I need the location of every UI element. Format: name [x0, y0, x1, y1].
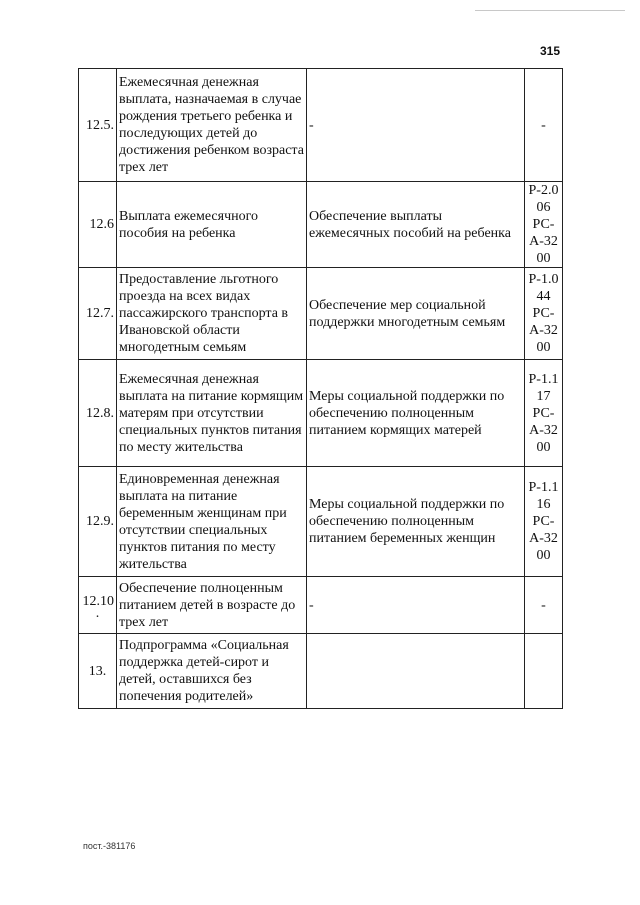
row-code	[525, 634, 563, 709]
row-name: Предоставление льготного проезда на всех видах пассажирского транспорта в Ивановской области многодетным семьям	[117, 268, 307, 360]
table-row	[79, 360, 563, 467]
row-number: 12.10	[82, 593, 114, 609]
row-name: Ежемесячная денежная выплата на питание кормящим матерям при отсутствии специальных пунктов питания по месту жительства	[117, 360, 307, 467]
table-row	[79, 268, 563, 360]
table-row	[79, 634, 563, 709]
row-number: 12.9.	[79, 467, 117, 577]
row-name: Выплата ежемесячного пособия на ребенка	[117, 182, 307, 268]
row-name: Обеспечение полноценным питанием детей в возрасте до трех лет	[117, 577, 307, 634]
row-number: 13.	[79, 634, 117, 709]
table-row	[79, 467, 563, 577]
table-row	[79, 69, 563, 182]
row-event: Обеспечение мер социальной поддержки многодетным семьям	[307, 268, 525, 360]
row-number: 12.5.	[79, 69, 117, 182]
row-code: Р-1.044 РС-А-3200	[525, 268, 563, 360]
row-event	[307, 634, 525, 709]
row-name: Ежемесячная денежная выплата, назначаемая в случае рождения третьего ребенка и последующих детей до достижения ребенком возраста трех лет	[117, 69, 307, 182]
row-event: -	[307, 577, 525, 634]
row-number: 12.8.	[79, 360, 117, 467]
row-code: Р-1.117 РС-А-3200	[525, 360, 563, 467]
table-row	[79, 182, 563, 268]
row-number-suffix: .	[95, 605, 100, 621]
row-code: Р-2.006 РС-А-3200	[525, 182, 563, 268]
row-event: Меры социальной поддержки по обеспечению полноценным питанием беременных женщин	[307, 467, 525, 577]
row-event: Обеспечение выплаты ежемесячных пособий на ребенка	[307, 182, 525, 268]
row-name: Подпрограмма «Социальная поддержка детей-сирот и детей, оставшихся без попечения родителей»	[117, 634, 307, 709]
top-rule	[475, 10, 625, 11]
row-number: 12.6	[79, 182, 117, 268]
row-event: -	[307, 69, 525, 182]
row-number: 12.7.	[79, 268, 117, 360]
row-code: -	[525, 69, 563, 182]
row-code: Р-1.116 РС-А-3200	[525, 467, 563, 577]
program-table	[78, 68, 563, 709]
row-code: -	[525, 577, 563, 634]
row-name: Единовременная денежная выплата на питание беременным женщинам при отсутствии специальных пунктов питания по месту жительства	[117, 467, 307, 577]
page-number: 315	[540, 44, 561, 58]
table-row	[79, 577, 563, 634]
row-event: Меры социальной поддержки по обеспечению полноценным питанием кормящих матерей	[307, 360, 525, 467]
row-number-cell	[79, 577, 117, 634]
footer-code: пост.-381176	[83, 841, 136, 851]
